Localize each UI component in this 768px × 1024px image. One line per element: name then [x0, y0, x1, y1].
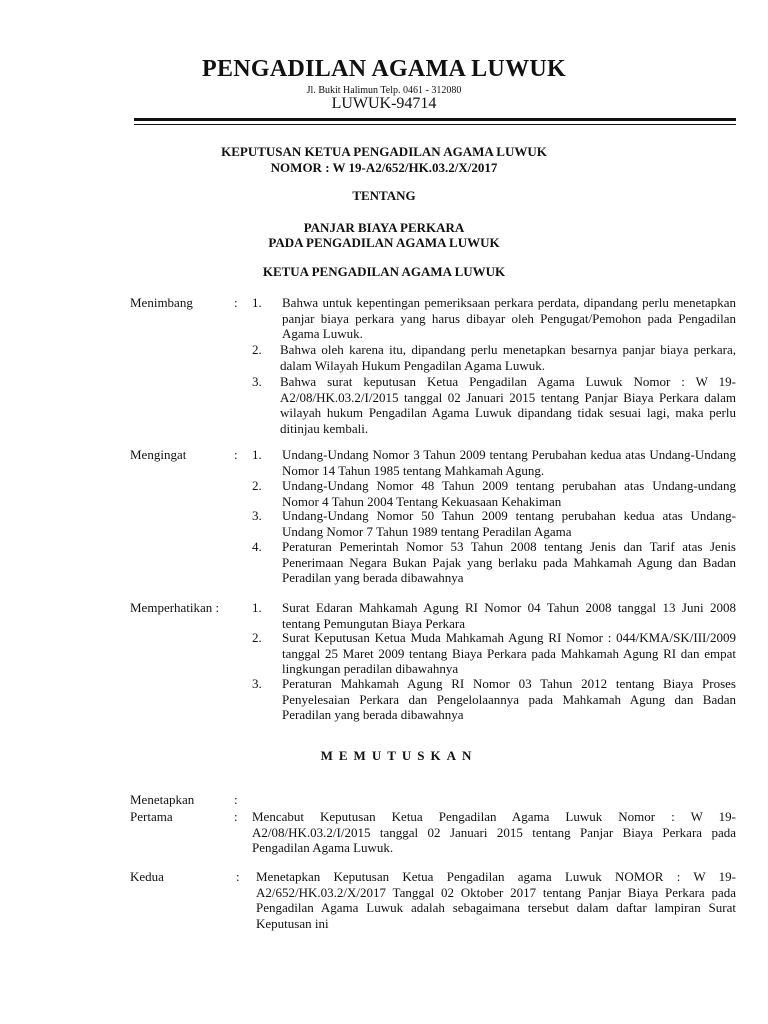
mengingat-item-4-text: Peraturan Pemerintah Nomor 53 Tahun 2008 tentang Jenis dan Tarif atas Jenis Penerimaan Negara Bukan Pajak yang berlaku pada Mahkamah Agung dan Badan Peradilan yang berada dibawahnya [282, 539, 736, 585]
menimbang-item-3-number: 3. [252, 374, 262, 389]
menetapkan-colon: : [234, 792, 238, 807]
mengingat-item-2-text: Undang-Undang Nomor 48 Tahun 2009 tentang perubahan atas Undang-undang Nomor 4 Tahun 2004 Tentang Kekuasaan Kehakiman [282, 478, 736, 509]
kedua-text-content: Menetapkan Keputusan Ketua Pengadilan agama Luwuk NOMOR : W 19-A2/652/HK.03.2/X/2017 Tanggal 02 Oktober 2017 tentang Panjar Biaya Perkara pada Pengadilan Agama Luwuk adalah sebagaimana tersebut dalam daftar lampiran Surat Keputusan ini [256, 869, 736, 931]
court-address: Jl. Bukit Halimun Telp. 0461 - 312080 [306, 85, 462, 96]
menimbang-colon: : [234, 295, 238, 310]
mengingat-item-1-text: Undang-Undang Nomor 3 Tahun 2009 tentang Perubahan kedua atas Undang-Undang Nomor 14 Tahun 1985 tentang Mahkamah Agung. [282, 447, 736, 478]
memutuskan-heading: MEMUTUSKAN [320, 748, 478, 763]
court-name-heading: PENGADILAN AGAMA LUWUK [202, 56, 566, 82]
memperhatikan-item-1-text: Surat Edaran Mahkamah Agung RI Nomor 04 Tahun 2008 tanggal 13 Juni 2008 tentang Pemungutan Biaya Perkara [282, 600, 736, 631]
mengingat-item-3-number: 3. [252, 508, 262, 523]
decision-subject-line2: PADA PENGADILAN AGAMA LUWUK [268, 235, 500, 250]
letterhead-thick-rule [134, 118, 736, 121]
mengingat-item-4-number: 4. [252, 539, 262, 554]
pertama-colon: : [234, 809, 238, 824]
mengingat-colon: : [234, 447, 238, 462]
menimbang-item-2-number: 2. [252, 342, 262, 357]
menimbang-item-1-text: Bahwa untuk kepentingan pemeriksaan perkara perdata, dipandang perlu menetapkan panjar biaya perkara yang harus dibayar oleh Pengugat/Pemohon pada Pengadilan Agama Luwuk. [282, 295, 736, 341]
mengingat-item-2-number: 2. [252, 478, 262, 493]
mengingat-item-3-text: Undang-Undang Nomor 50 Tahun 2009 tentang perubahan kedua atas Undang-Undang Nomor 7 Tahun 1989 tentang Peradilan Agama [282, 508, 736, 539]
menimbang-item-2-text: Bahwa oleh karena itu, dipandang perlu menetapkan besarnya panjar biaya perkara, dalam Wilayah Hukum Pengadilan Agama Luwuk. [280, 342, 736, 373]
decision-about: TENTANG [352, 188, 416, 203]
memperhatikan-item-2-text: Surat Keputusan Ketua Muda Mahkamah Agung RI Nomor : 044/KMA/SK/III/2009 tanggal 25 Maret 2009 tentang Biaya Perkara pada Mahkamah Agung RI dan empat lingkungan peradilan dibawahnya [282, 630, 736, 676]
court-city-code: LUWUK-94714 [331, 95, 437, 112]
memperhatikan-item-3-text: Peraturan Mahkamah Agung RI Nomor 03 Tahun 2012 tentang Biaya Proses Penyelesaian Perkara dan Pengelolaannya pada Mahkamah Agung dan Badan Peradilan yang berada dibawahnya [282, 676, 736, 722]
decision-title: KEPUTUSAN KETUA PENGADILAN AGAMA LUWUK [221, 144, 547, 159]
memperhatikan-item-3-number: 3. [252, 676, 262, 691]
letterhead-thin-rule [134, 124, 736, 125]
pertama-label: Pertama [130, 809, 173, 824]
mengingat-label: Mengingat [130, 447, 187, 462]
menimbang-item-1-number: 1. [252, 295, 262, 310]
menimbang-label: Menimbang [130, 295, 193, 310]
decision-authority: KETUA PENGADILAN AGAMA LUWUK [262, 264, 506, 279]
memperhatikan-label: Memperhatikan : [130, 600, 220, 615]
pertama-text [252, 809, 736, 856]
memperhatikan-item-1-number: 1. [252, 600, 262, 615]
decision-subject-line1: PANJAR BIAYA PERKARA [303, 220, 465, 235]
mengingat-item-1-number: 1. [252, 447, 262, 462]
kedua-label: Kedua [130, 869, 164, 884]
kedua-text [256, 869, 736, 931]
kedua-colon: : [236, 869, 240, 884]
menimbang-item-3-text: Bahwa surat keputusan Ketua Pengadilan Agama Luwuk Nomor : W 19-A2/08/HK.03.2/I/2015 tanggal 02 Januari 2015 tentang Panjar Biaya Perkara dalam wilayah hukum Pengadilan Agama Luwuk dipandang tidak sesuai lagi, maka perlu ditinjau kembali. [280, 374, 736, 436]
pertama-text-content: Mencabut Keputusan Ketua Pengadilan Agama Luwuk Nomor : W 19-A2/08/HK.03.2/I/2015 tanggal 02 Januari 2015 tentang Panjar Biaya Perkara pada Pengadilan Agama Luwuk. [252, 809, 736, 855]
memperhatikan-item-2-number: 2. [252, 630, 262, 645]
menetapkan-label: Menetapkan [130, 792, 195, 807]
decision-number: NOMOR : W 19-A2/652/HK.03.2/X/2017 [270, 160, 498, 175]
